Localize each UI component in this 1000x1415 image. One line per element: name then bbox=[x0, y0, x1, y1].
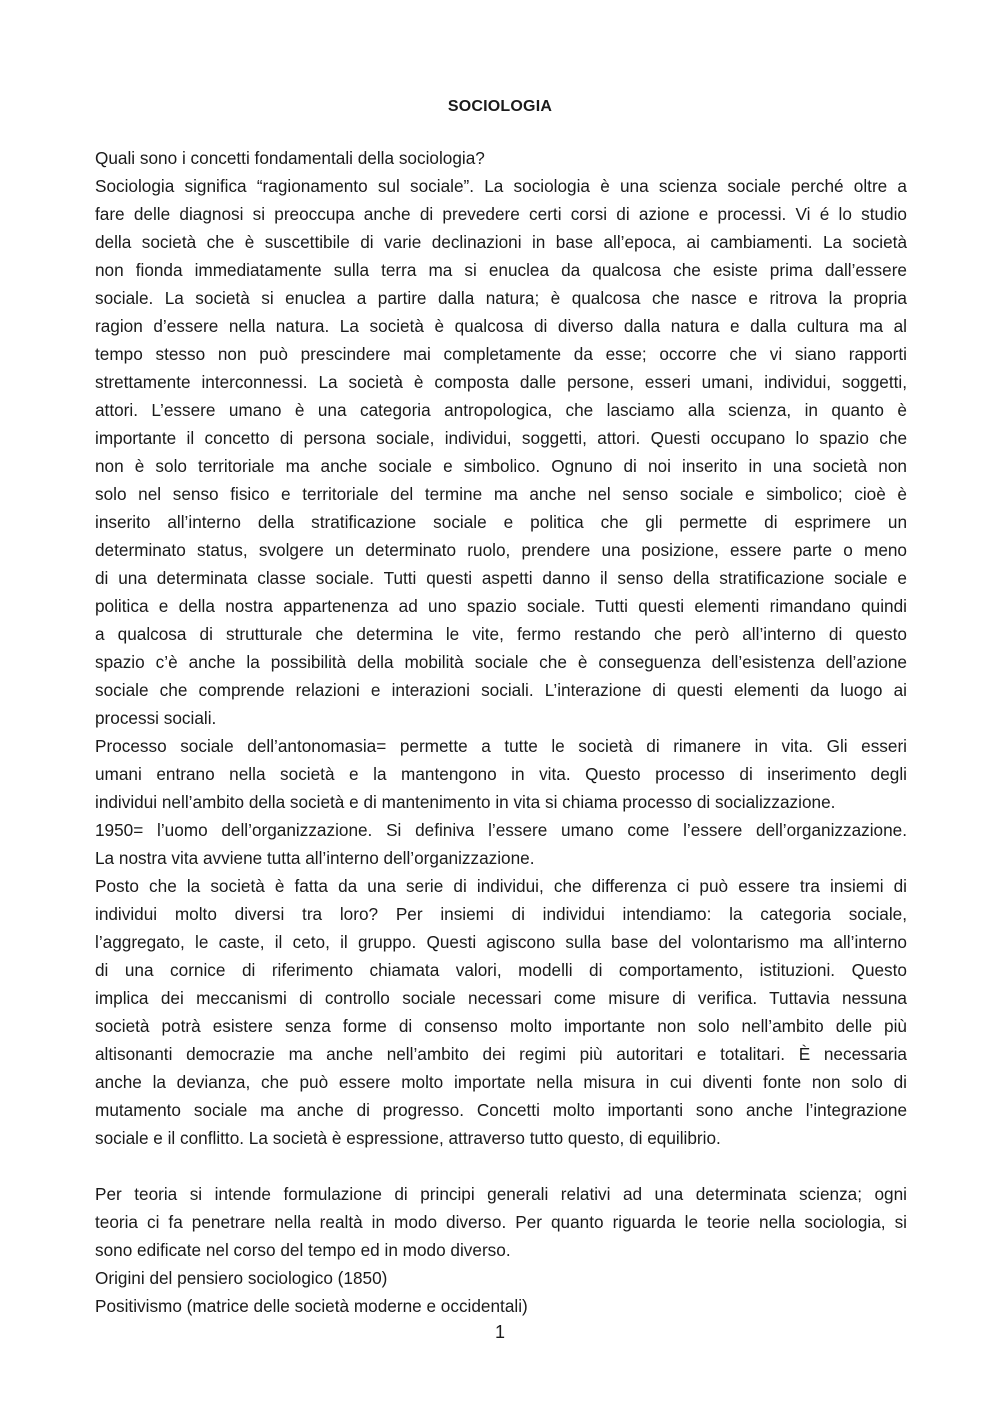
text-line: della società che è suscettibile di varie declinazioni in base all’epoca, ai cambiamenti. La società bbox=[95, 232, 907, 252]
text-line: umani entrano nella società e la mantengono in vita. Questo processo di inserimento degli bbox=[95, 764, 907, 784]
page-title: SOCIOLOGIA bbox=[447, 98, 553, 115]
text-line: sociale. La società si enuclea a partire dalla natura; è qualcosa che nasce e ritrova la propria bbox=[95, 288, 907, 308]
text-line: individui nell’ambito della società e di mantenimento in vita si chiama processo di socializzazione. bbox=[95, 792, 836, 812]
text-line: processi sociali. bbox=[95, 708, 217, 728]
text-line: sociale e il conflitto. La società è espressione, attraverso tutto questo, di equilibrio. bbox=[95, 1128, 721, 1148]
text-line: Per teoria si intende formulazione di principi generali relativi ad una determinata scienza; ogni bbox=[95, 1184, 907, 1204]
text-line: altisonanti democrazie ma anche nell’ambito dei regimi più autoritari e totalitari. È necessaria bbox=[95, 1044, 907, 1064]
text-line: a qualcosa di strutturale che determina le vite, fermo restando che però all’interno di questo bbox=[95, 624, 907, 644]
text-line: mutamento sociale ma anche di progresso. Concetti molto importanti sono anche l’integrazione bbox=[95, 1100, 907, 1120]
text-line: spazio c’è anche la possibilità della mobilità sociale che è conseguenza dell’esistenza dell’azione bbox=[95, 652, 907, 672]
text-line: determinato status, svolgere un determinato ruolo, prendere una posizione, essere parte o meno bbox=[95, 540, 907, 560]
text-line: Positivismo (matrice delle società moderne e occidentali) bbox=[95, 1296, 528, 1316]
text-line: solo nel senso fisico e territoriale del termine ma anche nel senso sociale e simbolico; cioè è bbox=[95, 484, 907, 504]
text-line: teoria ci fa penetrare nella realtà in modo diverso. Per quanto riguarda le teorie nella sociologia, si bbox=[95, 1212, 907, 1232]
text-line: non fionda immediatamente sulla terra ma si enuclea da qualcosa che esiste prima dall’essere bbox=[95, 260, 907, 280]
text-line: non è solo territoriale ma anche sociale e simbolico. Ognuno di noi inserito in una società non bbox=[95, 456, 907, 476]
text-line: Processo sociale dell’antonomasia= permette a tutte le società di rimanere in vita. Gli esseri bbox=[95, 736, 907, 756]
text-line: società potrà esistere senza forme di consenso molto importante non solo nell’ambito delle più bbox=[95, 1016, 907, 1036]
body-text bbox=[95, 144, 907, 1320]
text-line: individui molto diversi tra loro? Per insiemi di individui intendiamo: la categoria sociale, bbox=[95, 904, 907, 924]
text-line: Posto che la società è fatta da una serie di individui, che differenza ci può essere tra insiemi di bbox=[95, 876, 907, 896]
text-line: 1950= l’uomo dell’organizzazione. Si definiva l’essere umano come l’essere dell’organizzazione. bbox=[95, 820, 907, 840]
text-line: Quali sono i concetti fondamentali della sociologia? bbox=[95, 148, 485, 168]
text-line: La nostra vita avviene tutta all’interno dell’organizzazione. bbox=[95, 848, 535, 868]
text-line: l’aggregato, le caste, il ceto, il gruppo. Questi agiscono sulla base del volontarismo ma all’interno bbox=[95, 932, 907, 952]
text-line: Origini del pensiero sociologico (1850) bbox=[95, 1268, 388, 1288]
text-line: sono edificate nel corso del tempo ed in modo diverso. bbox=[95, 1240, 511, 1260]
text-line: Sociologia significa “ragionamento sul sociale”. La sociologia è una scienza sociale perché oltre a bbox=[95, 176, 907, 196]
text-line: di una determinata classe sociale. Tutti questi aspetti danno il senso della stratificazione sociale e bbox=[95, 568, 907, 588]
text-line: importante il concetto di persona sociale, individui, soggetti, attori. Questi occupano lo spazio che bbox=[95, 428, 907, 448]
page-number: 1 bbox=[494, 1322, 505, 1342]
text-line: implica dei meccanismi di controllo sociale necessari come misure di verifica. Tuttavia nessuna bbox=[95, 988, 907, 1008]
text-line: inserito all’interno della stratificazione sociale e politica che gli permette di esprimere un bbox=[95, 512, 907, 532]
text-line: di una cornice di riferimento chiamata valori, modelli di comportamento, istituzioni. Questo bbox=[95, 960, 907, 980]
blank-line bbox=[95, 1152, 907, 1180]
text-line: ragion d’essere nella natura. La società è qualcosa di diverso dalla natura e dalla cultura ma al bbox=[95, 316, 907, 336]
text-line: strettamente interconnessi. La società è composta dalle persone, esseri umani, individui, soggetti, bbox=[95, 372, 907, 392]
text-line: politica e della nostra appartenenza ad uno spazio sociale. Tutti questi elementi rimandano quindi bbox=[95, 596, 907, 616]
text-line: tempo stesso non può prescindere mai completamente da esse; occorre che vi siano rapporti bbox=[95, 344, 907, 364]
text-line: sociale che comprende relazioni e interazioni sociali. L’interazione di questi elementi da luogo ai bbox=[95, 680, 907, 700]
text-line: attori. L’essere umano è una categoria antropologica, che lasciamo alla scienza, in quanto è bbox=[95, 400, 907, 420]
text-line: anche la devianza, che può essere molto importate nella misura in cui diventi fonte non solo di bbox=[95, 1072, 907, 1092]
text-line: fare delle diagnosi si preoccupa anche di prevedere certi corsi di azione e processi. Vi é lo studio bbox=[95, 204, 907, 224]
